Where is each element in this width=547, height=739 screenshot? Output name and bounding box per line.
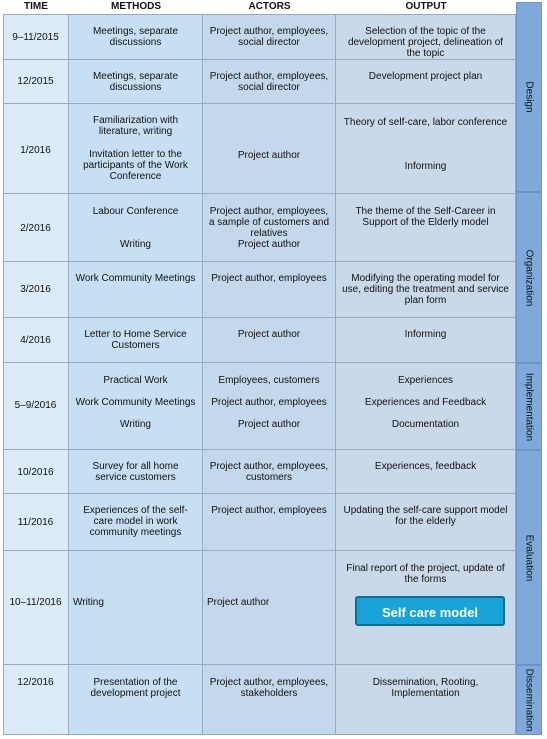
table-row — [3, 665, 69, 735]
actors-cell: Project author, employees, stakeholders — [203, 665, 336, 735]
time-cell: 4/2016 — [20, 335, 51, 346]
table-row — [3, 14, 69, 60]
actors-cell: Project author — [203, 104, 336, 194]
methods-cell: Letter to Home Service Customers — [69, 318, 203, 363]
table-row — [3, 363, 69, 450]
time-cell: 5–9/2016 — [14, 400, 57, 411]
methods-cell: Familiarization with literature, writing Invitation letter to the participants of the Work Conference — [69, 104, 203, 194]
actors-cell: Project author, employees, a sample of customers and relatives Project author — [203, 194, 336, 262]
time-cell: 10/2016 — [17, 467, 54, 478]
phase-implementation: Implementation — [516, 363, 542, 450]
methods-cell: Presentation of the development project — [69, 665, 203, 735]
methods-cell: Labour Conference Writing — [69, 194, 203, 262]
time-cell: 9–11/2015 — [12, 32, 59, 43]
phase-evaluation: Evaluation — [516, 450, 542, 665]
actors-cell: Project author — [203, 551, 336, 665]
table-row — [3, 494, 69, 551]
time-cell: 12/2015 — [17, 76, 54, 87]
self-care-model-box: Self care model — [355, 596, 505, 626]
table-row — [3, 262, 69, 318]
output-cell: The theme of the Self-Career in Support of the Elderly model — [336, 194, 516, 262]
output-cell: Experiences, feedback — [336, 450, 516, 494]
time-cell: 10–11/2016 — [9, 597, 62, 608]
output-cell: Development project plan — [336, 60, 516, 104]
time-cell: 3/2016 — [20, 284, 51, 295]
table-row — [3, 551, 69, 665]
phase-dissemination: Dissemination — [516, 665, 542, 735]
methods-cell: Practical Work Work Community Meetings Writing — [69, 363, 203, 450]
actors-cell: Project author, employees, social director — [203, 14, 336, 60]
actors-cell: Project author, employees, customers — [203, 450, 336, 494]
output-cell: Modifying the operating model for use, editing the treatment and service plan form — [336, 262, 516, 318]
table-row — [3, 60, 69, 104]
methods-cell: Writing — [69, 551, 203, 665]
time-cell: 12/2016 — [17, 677, 54, 688]
actors-cell: Project author — [203, 318, 336, 363]
table-row — [3, 318, 69, 363]
methods-cell: Survey for all home service customers — [69, 450, 203, 494]
output-cell: Updating the self-care support model for the elderly — [336, 494, 516, 551]
table-row — [3, 194, 69, 262]
phase-design: Design — [516, 2, 542, 192]
time-cell: 11/2016 — [17, 517, 54, 528]
actors-cell: Project author, employees — [203, 262, 336, 318]
header-methods: METHODS — [111, 1, 161, 12]
methods-cell: Meetings, separate discussions — [69, 14, 203, 60]
methods-cell: Work Community Meetings — [69, 262, 203, 318]
output-cell: Theory of self-care, labor conference Informing — [336, 104, 516, 194]
header-actors: ACTORS — [248, 1, 291, 12]
output-cell: Selection of the topic of the development project, delineation of the topic — [336, 14, 516, 60]
time-cell: 1/2016 — [20, 145, 51, 156]
time-cell: 2/2016 — [20, 223, 51, 234]
phase-organization: Organization — [516, 192, 542, 363]
output-cell: Dissemination, Rooting, Implementation — [336, 665, 516, 735]
methods-cell: Experiences of the self- care model in work community meetings — [69, 494, 203, 551]
output-cell: Experiences Experiences and Feedback Documentation — [336, 363, 516, 450]
output-cell: Informing — [336, 318, 516, 363]
actors-cell: Employees, customers Project author, employees Project author — [203, 363, 336, 450]
header-time: TIME — [24, 1, 48, 12]
table-row — [3, 450, 69, 494]
header-output: OUTPUT — [405, 1, 447, 12]
actors-cell: Project author, employees — [203, 494, 336, 551]
table-row — [3, 104, 69, 194]
actors-cell: Project author, employees, social director — [203, 60, 336, 104]
methods-cell: Meetings, separate discussions — [69, 60, 203, 104]
output-cell: Final report of the project, update of the forms — [336, 551, 516, 665]
